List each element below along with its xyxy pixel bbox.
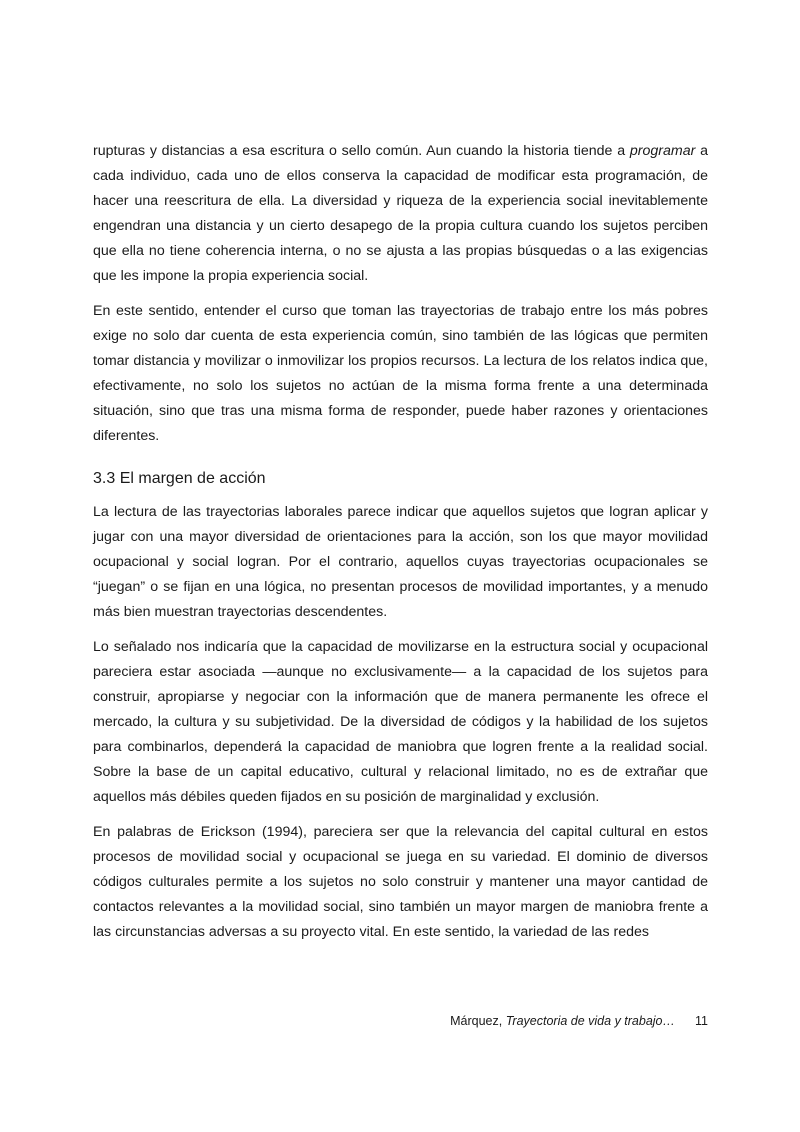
paragraph-3: La lectura de las trayectorias laborales parece indicar que aquellos sujetos que logran aplicar y jugar con una mayor diversidad de orientaciones para la acción, son los que mayor movilidad ocupacional y social logran. Por el contrario, aquellos cuyas trayectorias ocupacionales se “juegan” o se fijan en una lógica, no presentan procesos de movilidad importantes, y a menudo más bien muestran trayectorias descendentes. [93,504,708,620]
paragraph-1-text-end: a cada individuo, cada uno de ellos conserva la capacidad de modificar esta programación, de hacer una reescritura de ella. La diversidad y riqueza de la experiencia social inevitablemente engendran una distancia y un cierto desapego de la propia cultura cuando los sujetos perciben que ella no tiene coherencia interna, o no se ajusta a las propias búsquedas o a las exigencias que les impone la propia experiencia social. [93,143,708,284]
italic-word: programar [629,143,696,159]
paragraph-1 [93,139,708,289]
paragraph-4: Lo señalado nos indicaría que la capacidad de movilizarse en la estructura social y ocupacional pareciera estar asociada —aunque no exclusivamente— a la capacidad de los sujetos para construir, apropiarse y negociar con la información que de manera permanente les ofrece el mercado, la cultura y su subjetividad. De la diversidad de códigos y la habilidad de los sujetos para combinarlos, dependerá la capacidad de maniobra que logren frente a la realidad social. Sobre la base de un capital educativo, cultural y relacional limitado, no es de extrañar que aquellos más débiles queden fijados en su posición de marginalidad y exclusión. [93,639,708,805]
page-number: 11 [695,1014,708,1028]
paragraph-5: En palabras de Erickson (1994), pareciera ser que la relevancia del capital cultural en estos procesos de movilidad social y ocupacional se juega en su variedad. El dominio de diversos códigos culturales permite a los sujetos no solo construir y mantener una mayor cantidad de contactos relevantes a la movilidad social, sino también un mayor margen de maniobra frente a las circunstancias adversas a su proyecto vital. En este sentido, la variedad de las redes [93,824,708,940]
section-heading: 3.3 El margen de acción [93,470,266,487]
paragraph-1-text-start: rupturas y distancias a esa escritura o sello común. Aun cuando la historia tiende a [93,143,630,159]
footer-author: Márquez, [450,1014,506,1028]
page-footer [380,1012,708,1030]
document-body [93,139,708,955]
paragraph-2: En este sentido, entender el curso que toman las trayectorias de trabajo entre los más pobres exige no solo dar cuenta de esta experiencia común, sino también de las lógicas que permiten tomar distancia y movilizar o inmovilizar los propios recursos. La lectura de los relatos indica que, efectivamente, no solo los sujetos no actúan de la misma forma frente a una determinada situación, sino que tras una misma forma de responder, puede haber razones y orientaciones diferentes. [93,303,708,444]
footer-title: Trayectoria de vida y trabajo… [505,1014,676,1028]
